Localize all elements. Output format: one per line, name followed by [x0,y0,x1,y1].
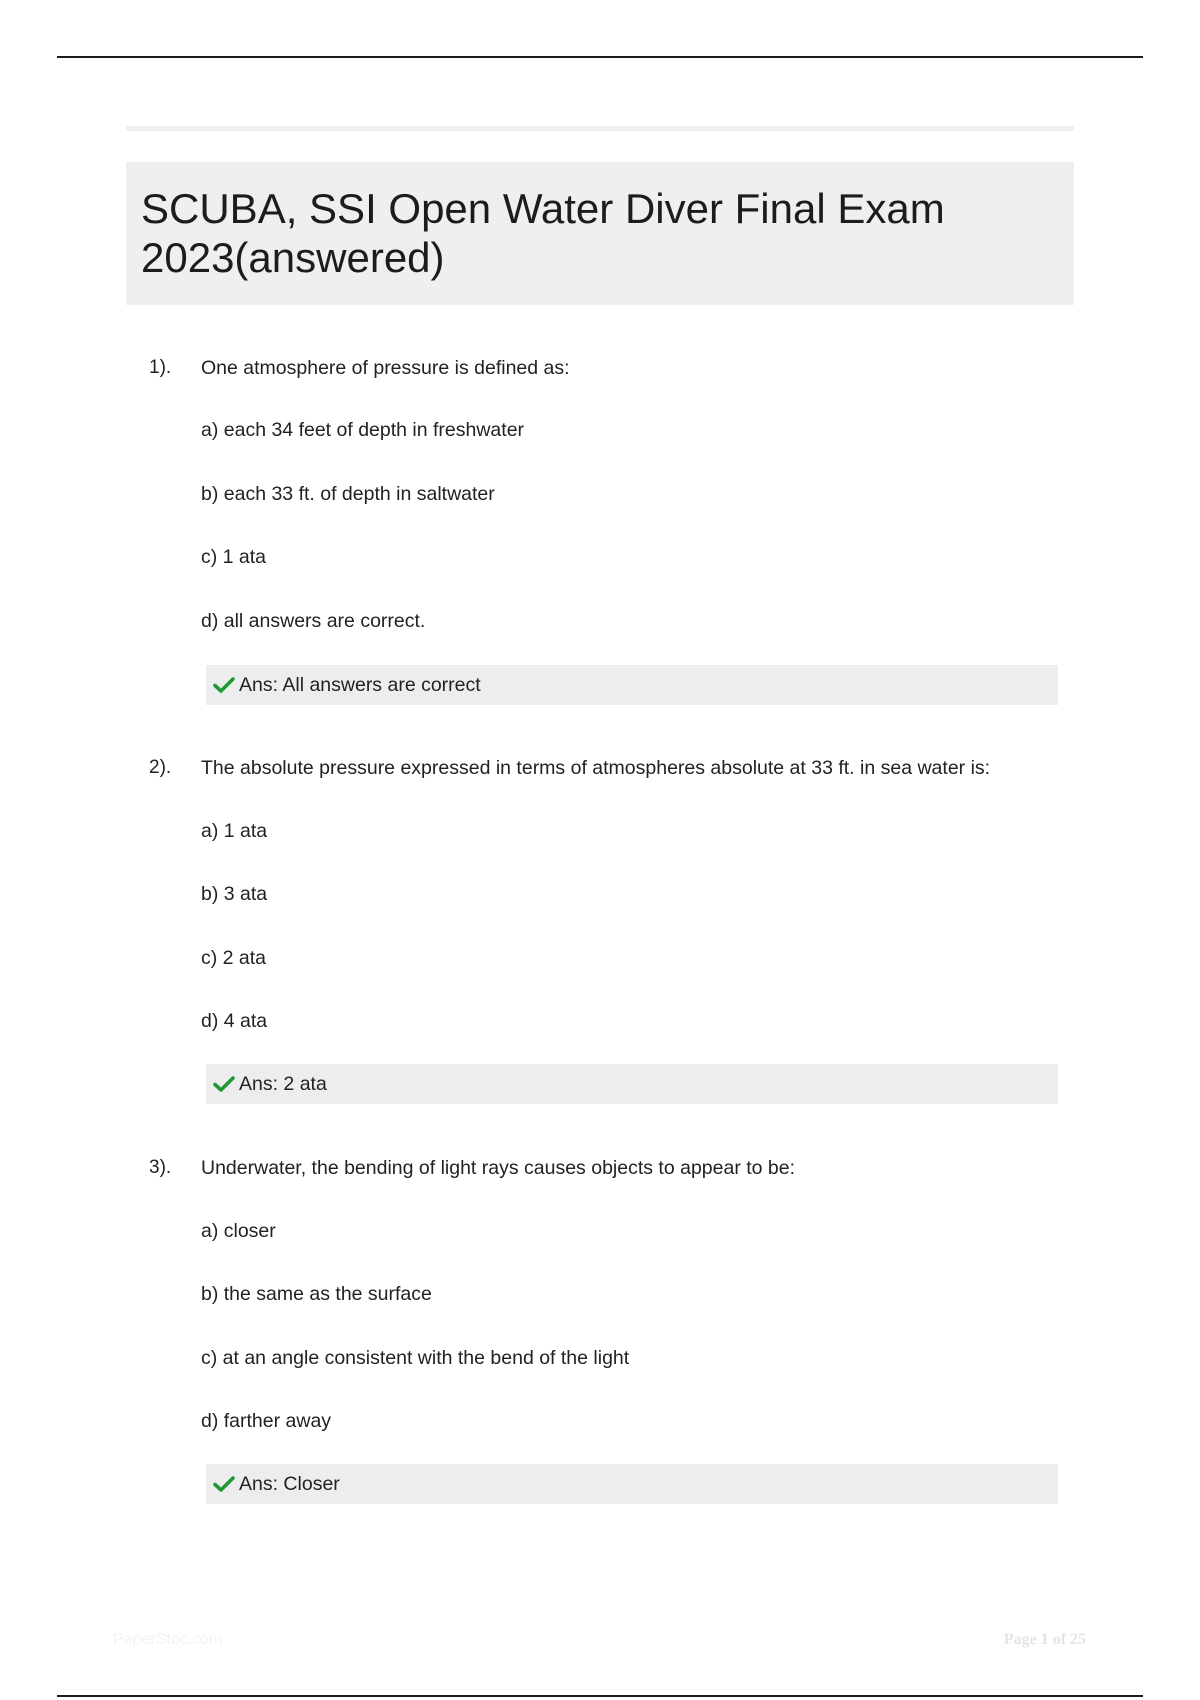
option-a: a) closer [201,1220,276,1242]
header-divider [126,126,1074,131]
question-text: Underwater, the bending of light rays causes objects to appear to be: [201,1157,796,1179]
question-number: 1). [149,357,172,378]
answer-box [206,1464,1058,1504]
option-c: c) at an angle consistent with the bend of the light [201,1347,630,1369]
question-text: The absolute pressure expressed in terms of atmospheres absolute at 33 ft. in sea water is: [201,757,991,779]
answer-text: Ans: Closer [239,1473,340,1495]
answer-text: Ans: 2 ata [239,1073,327,1095]
title-banner [126,162,1074,305]
document-title: SCUBA, SSI Open Water Diver Final Exam 2023(answered) [141,185,945,281]
top-rule [57,56,1143,58]
answer-text: Ans: All answers are correct [239,674,481,696]
option-d: d) farther away [201,1410,332,1432]
page-indicator: Page 1 of 25 [1003,1631,1086,1648]
question-number: 3). [149,1157,172,1178]
footer-watermark: PaperStoc.com [113,1631,223,1648]
option-a: a) 1 ata [201,820,268,842]
option-d: d) 4 ata [201,1010,268,1032]
check-icon [213,1074,235,1094]
option-c: c) 1 ata [201,546,267,568]
option-b: b) 3 ata [201,883,268,905]
option-c: c) 2 ata [201,947,267,969]
check-icon [213,675,235,695]
answer-box [206,1064,1058,1104]
option-a: a) each 34 feet of depth in freshwater [201,419,525,441]
bottom-rule [57,1695,1143,1697]
check-icon [213,1474,235,1494]
question-number: 2). [149,757,172,778]
answer-box [206,665,1058,705]
question-text: One atmosphere of pressure is defined as: [201,357,570,379]
option-b: b) the same as the surface [201,1283,432,1305]
option-b: b) each 33 ft. of depth in saltwater [201,483,495,505]
option-d: d) all answers are correct. [201,610,426,632]
